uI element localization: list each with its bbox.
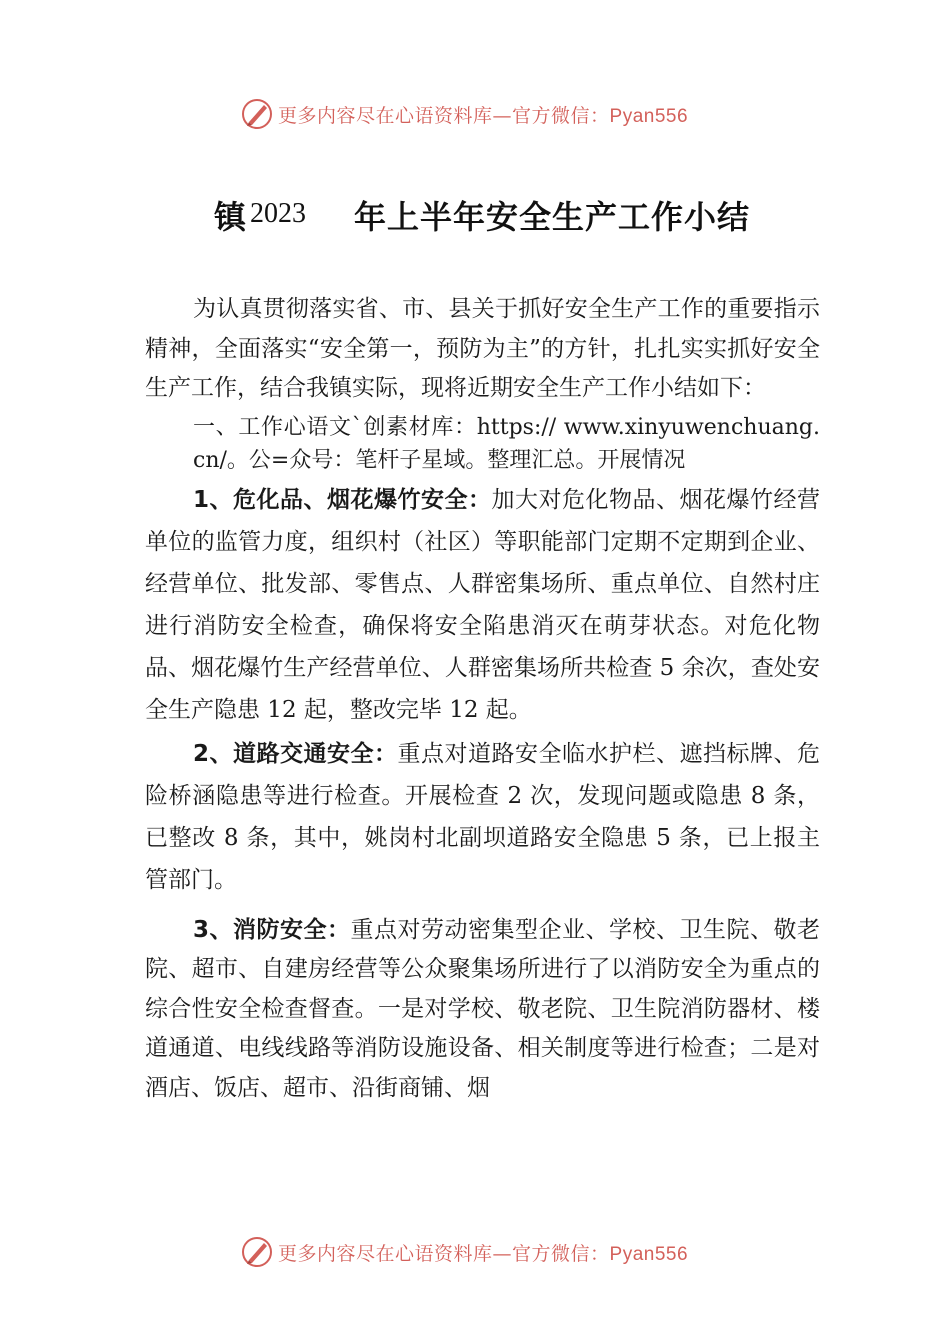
item-paragraph-3	[145, 911, 820, 1109]
title-town: 镇	[214, 198, 245, 236]
title-year: 2023	[250, 198, 306, 229]
watermark-footer	[240, 1234, 760, 1270]
item-lead-1: 1、危化品、烟花爆竹安全：	[193, 486, 492, 513]
watermark-id: Pyan556	[609, 105, 689, 127]
item-lead-3: 3、消防安全：	[193, 916, 351, 943]
watermark-header	[240, 96, 760, 132]
intro-paragraph: 为认真贯彻落实省、市、县关于抓好安全生产工作的重要指示精神，全面落实“安全第一，预防为主”的方针，扎扎实实抓好安全生产工作，结合我镇实际，现将近期安全生产工作小结如下：	[145, 296, 820, 401]
section-one-heading: 一、工作心语文`创素材库：https:// www.xinyuwenchuang.cn/。公=众号：笔杆子星域。整理汇总。开展情况	[193, 414, 820, 473]
item-lead-2: 2、道路交通安全：	[193, 740, 398, 767]
item-text-2: 重点对道路安全临水护栏、遮挡标牌、危险桥涵隐患等进行检查。开展检查 2 次，发现问题或隐患 8 条，已整改 8 条，其中，姚岗村北副坝道路安全隐患 5 条，已上报主管部门。	[145, 740, 820, 893]
document-body	[145, 290, 820, 1108]
title-main: 年上半年安全生产工作小结	[354, 198, 751, 236]
watermark-text: 更多内容尽在心语资料库—官方微信：Pyan556	[278, 1242, 689, 1265]
item-text-3: 重点对劳动密集型企业、学校、卫生院、敬老院、超市、自建房经营等公众聚集场所进行了以消防安全为重点的综合性安全检查督查。一是对学校、敬老院、卫生院消防器材、楼道通道、电线线路等消防设施设备、相关制度等进行检查；二是对酒店、饭店、超市、沿街商铺、烟	[145, 916, 820, 1101]
watermark-text: 更多内容尽在心语资料库—官方微信：Pyan556	[278, 104, 689, 127]
page-title	[0, 186, 950, 242]
item-paragraph-1	[145, 479, 820, 731]
item-paragraph-2	[145, 733, 820, 901]
item-text-1: 加大对危化物品、烟花爆竹经营单位的监管力度，组织村（社区）等职能部门定期不定期到企业、经营单位、批发部、零售点、人群密集场所、重点单位、自然村庄进行消防安全检查，确保将安全陷患消灭在萌芽状态。对危化物品、烟花爆竹生产经营单位、人群密集场所共检查 5 余次，查处安全生产隐患 12 起，整改完毕 12 起。	[145, 486, 820, 723]
pen-logo-icon	[240, 97, 274, 131]
watermark-id: Pyan556	[609, 1243, 689, 1265]
pen-logo-icon	[240, 1235, 274, 1269]
